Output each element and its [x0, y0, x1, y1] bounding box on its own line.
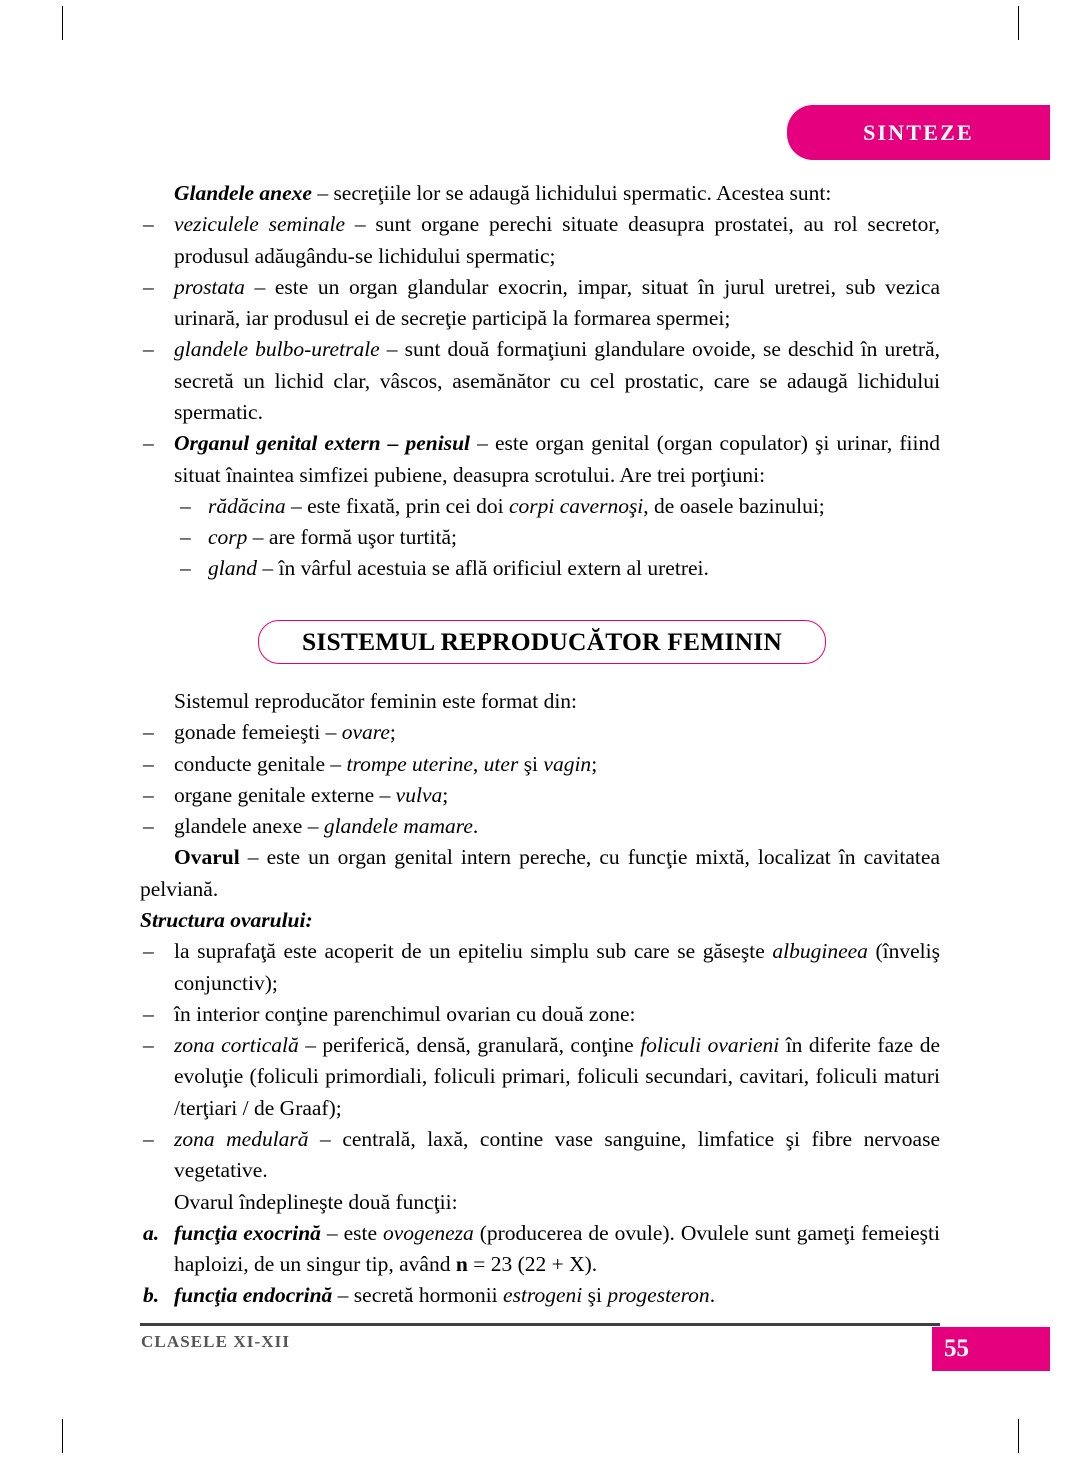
footer-divider — [140, 1323, 940, 1326]
crop-mark-top-right — [1018, 6, 1019, 40]
body-content-feminin — [140, 686, 940, 1312]
text-organul-genital-extern: – este organ genital (organ copulator) şi urinar, fiind situat înaintea simfizei pubiene, deasupra scrotului. Are trei porţiuni: — [174, 431, 940, 487]
emphasis-estrogeni: estrogeni — [503, 1283, 583, 1308]
emphasis-ovare: ovare — [341, 720, 390, 745]
dash-bullet-icon: – — [143, 337, 154, 362]
emphasis-glandele-mamare: glandele mamare — [323, 814, 473, 839]
emphasis-ovogeneza: ovogeneza — [383, 1220, 474, 1245]
list-item-interior — [140, 999, 940, 1030]
text-veziculele-seminale: – sunt organe perechi situate deasupra prostatei, au rol secretor, produsul adăugându-se lichidului spermatic; — [174, 212, 940, 268]
dash-bullet-icon: – — [143, 1126, 154, 1151]
text-functia-endocrina-end: . — [709, 1283, 716, 1308]
header-section-tab — [787, 105, 1050, 160]
text-glandele-anexe-fem-end: . — [472, 814, 479, 839]
text-glandele-anexe: – secreţiile lor se adaugă lichidului spermatic. Acestea sunt: — [311, 181, 832, 205]
lead-ovarul: Ovarul — [174, 845, 240, 870]
list-item-organul-genital-extern — [140, 428, 940, 491]
text-functia-exocrina-mid2: (producerea de ovule). Ovulele sunt gameţi femeieşti haploizi, de un singur tip, având — [174, 1220, 940, 1277]
dash-bullet-icon: – — [143, 1001, 154, 1026]
list-item-functia-endocrina — [140, 1280, 940, 1311]
paragraph-ovarul — [140, 842, 940, 905]
text-conducte-mid: , — [472, 751, 484, 776]
page-number: 55 — [944, 1335, 969, 1362]
text-functia-exocrina-end: = 23 (22 + X). — [467, 1252, 598, 1277]
emphasis-progesteron: progesteron — [607, 1283, 710, 1308]
dash-bullet-icon: – — [180, 525, 191, 550]
emphasis-vulva: vulva — [395, 782, 443, 807]
text-organe-externe-end: ; — [442, 782, 449, 807]
text-conducte-mid2: şi — [518, 751, 544, 776]
crop-mark-top-left — [62, 6, 63, 40]
page-number-badge — [932, 1327, 1050, 1371]
text-radacina-mid: – este fixată, prin cei doi — [285, 493, 509, 518]
list-item-functia-exocrina — [140, 1218, 940, 1281]
emphasis-trompe-uterine: trompe uterine — [346, 751, 473, 776]
emphasis-albugineea: albugineea — [772, 939, 868, 964]
dash-bullet-icon: – — [143, 274, 154, 299]
text-functia-endocrina-mid2: şi — [582, 1283, 608, 1308]
list-item-organe-externe — [140, 780, 940, 811]
list-item-veziculele-seminale — [140, 209, 940, 272]
text-conducte: conducte genitale – — [174, 751, 347, 776]
dash-bullet-icon: – — [180, 493, 191, 518]
text-gland: – în vârful acestuia se află orificiul extern al uretrei. — [256, 556, 709, 581]
lead-corp: corp — [208, 525, 248, 550]
crop-mark-bottom-left — [62, 1419, 63, 1453]
section-heading-feminin — [258, 620, 826, 664]
text-intro-feminin: Sistemul reproducător feminin este format din: — [174, 689, 578, 713]
lead-organul-genital-extern: Organul genital extern – penisul — [174, 431, 470, 456]
lead-zona-medulara: zona medulară — [174, 1126, 309, 1151]
header-section-label: SINTEZE — [863, 119, 974, 145]
footer-class-label: CLASELE XI-XII — [141, 1332, 291, 1351]
emphasis-foliculi-ovarieni: foliculi ovarieni — [640, 1033, 780, 1058]
list-item-prostata — [140, 272, 940, 335]
text-interior: în interior conţine parenchimul ovarian cu două zone: — [174, 1001, 636, 1026]
text-functia-exocrina-mid: – este — [320, 1220, 384, 1245]
text-corp: – are formă uşor turtită; — [247, 525, 457, 550]
list-item-gonade — [140, 717, 940, 748]
lead-glandele-bulbo-uretrale: glandele bulbo-uretrale — [174, 337, 380, 362]
crop-mark-bottom-right — [1018, 1419, 1019, 1453]
emphasis-uter: uter — [483, 751, 519, 776]
paragraph-functii-intro — [140, 1187, 940, 1218]
text-functii-intro: Ovarul îndeplineşte două funcţii: — [174, 1189, 458, 1214]
text-suprafata: la suprafaţă este acoperit de un epiteliu simplu sub care se găseşte — [174, 939, 773, 964]
bold-n: n — [455, 1252, 468, 1277]
lead-glandele-anexe: Glandele anexe — [174, 181, 312, 205]
text-radacina-end: , de oasele bazinului; — [643, 493, 825, 518]
text-ovarul: – este un organ genital intern pereche, cu funcţie mixtă, localizat în cavitatea pelviană. — [140, 845, 940, 901]
list-marker-a: a. — [143, 1220, 160, 1245]
text-functia-endocrina-mid: – secretă hormonii — [332, 1283, 504, 1308]
text-prostata: – este un organ glandular exocrin, impar, situat în jurul uretrei, sub vezica urinară, iar produsul ei de secreţie participă la formarea spermei; — [174, 274, 940, 331]
text-conducte-end: ; — [591, 751, 598, 776]
subheading-structura-label: Structura ovarului: — [140, 907, 313, 932]
emphasis-vagin: vagin — [543, 751, 592, 776]
section-heading-label: SISTEMUL REPRODUCĂTOR FEMININ — [302, 627, 782, 656]
body-content — [140, 178, 940, 585]
text-glandele-bulbo-uretrale: – sunt două formaţiuni glandulare ovoide, se deschid în uretră, secretă un lichid clar, vâscos, asemănător cu cel prostatic, care se adaugă lichidului spermatic. — [174, 337, 941, 424]
list-item-zona-medulara — [140, 1124, 940, 1187]
dash-bullet-icon: – — [143, 212, 154, 237]
dash-bullet-icon: – — [143, 782, 154, 807]
text-gonade-end: ; — [389, 720, 396, 745]
list-item-corp — [140, 522, 940, 553]
list-item-zona-corticala — [140, 1030, 940, 1124]
dash-bullet-icon: – — [143, 720, 154, 745]
list-item-glandele-anexe-fem — [140, 811, 940, 842]
list-item-gland — [140, 553, 940, 584]
dash-bullet-icon: – — [143, 751, 154, 776]
lead-gland: gland — [208, 556, 257, 581]
list-marker-b: b. — [143, 1283, 160, 1308]
dash-bullet-icon: – — [143, 1033, 154, 1058]
lead-zona-corticala: zona corticală — [174, 1033, 299, 1058]
lead-radacina: rădăcina — [208, 493, 286, 518]
list-item-suprafata — [140, 936, 940, 999]
paragraph-intro-feminin — [140, 686, 940, 717]
text-zona-medulara: – centrală, laxă, contine vase sanguine, limfatice şi fibre nervoase vegetative. — [174, 1126, 941, 1183]
list-item-radacina — [140, 491, 940, 522]
emphasis-corpi-cavernosi: corpi cavernoşi — [508, 493, 644, 518]
dash-bullet-icon: – — [143, 939, 154, 964]
lead-veziculele-seminale: veziculele seminale — [174, 212, 346, 237]
text-gonade: gonade femeieşti – — [174, 720, 342, 745]
paragraph-glandele-anexe — [140, 178, 940, 209]
lead-functia-exocrina: funcţia exocrină — [174, 1220, 321, 1245]
dash-bullet-icon: – — [143, 431, 154, 456]
list-item-glandele-bulbo-uretrale — [140, 334, 940, 428]
lead-prostata: prostata — [174, 274, 245, 299]
dash-bullet-icon: – — [143, 814, 154, 839]
text-organe-externe: organe genitale externe – — [174, 782, 396, 807]
text-zona-corticala-end: în diferite faze de evoluţie (foliculi primordiali, foliculi primari, foliculi secundari, cavitari, foliculi maturi /terţiari / de Graaf); — [174, 1033, 940, 1120]
text-zona-corticala-mid: – periferică, densă, granulară, conţine — [298, 1033, 641, 1058]
list-item-conducte-genitale — [140, 749, 940, 780]
dash-bullet-icon: – — [180, 556, 191, 581]
text-suprafata-end: (înveliş conjunctiv); — [174, 939, 940, 995]
text-glandele-anexe-fem: glandele anexe – — [174, 814, 324, 839]
subheading-structura-ovarului — [140, 905, 940, 936]
lead-functia-endocrina: funcţia endocrină — [174, 1283, 333, 1308]
